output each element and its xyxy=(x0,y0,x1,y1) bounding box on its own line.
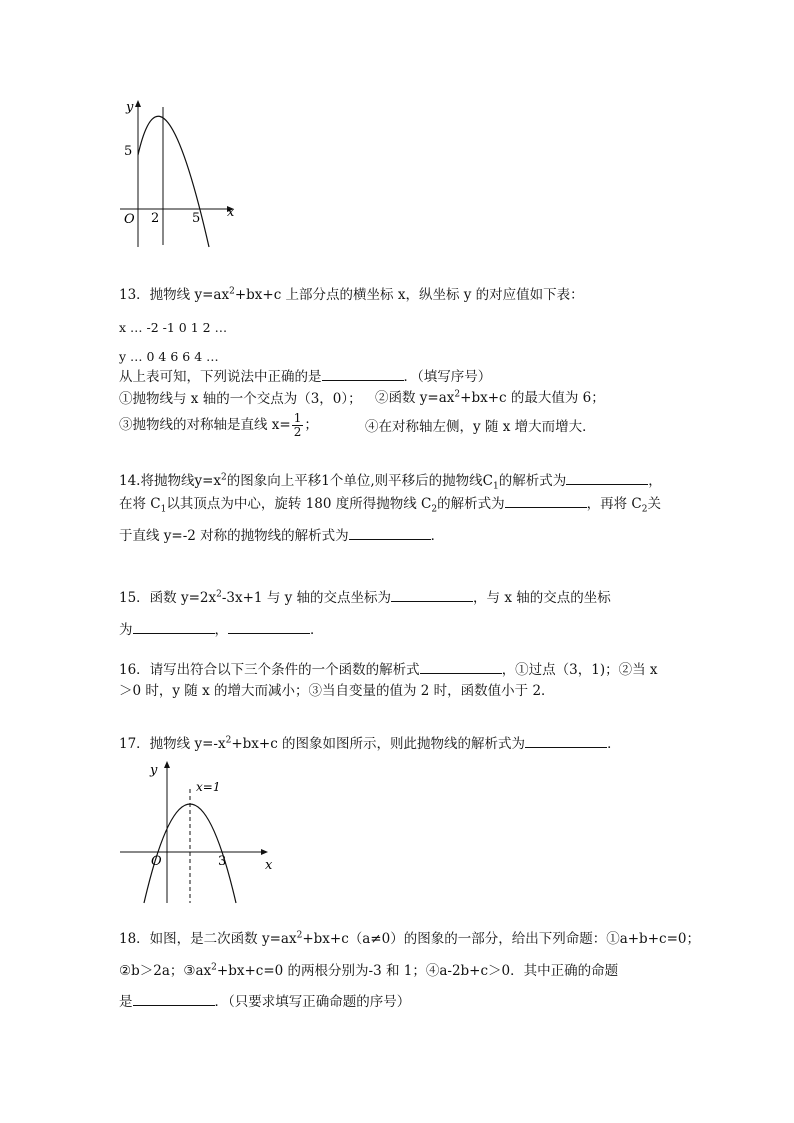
q13-line1 xyxy=(119,287,584,303)
sup: 2 xyxy=(216,589,222,600)
sup: 2 xyxy=(221,472,227,483)
sup: 2 xyxy=(229,286,235,297)
q14-line1-pre: 14.将抛物线y=x xyxy=(119,473,222,489)
q14-line2-mid3: ，再将 C xyxy=(586,496,642,512)
q16-line2: ＞0 时，y 随 x 的增大而减小；③当自变量的值为 2 时，函数值小于 2． xyxy=(119,683,555,699)
sup: 2 xyxy=(454,389,461,400)
sub: 2 xyxy=(641,504,648,515)
q16-line1-pre: 16．请写出符合以下三个条件的一个函数的解析式 xyxy=(119,662,420,678)
q13-option-3-pre: ③抛物线的对称轴是直线 x= xyxy=(119,417,291,434)
symmetry-axis-label: x=1 xyxy=(196,780,221,794)
q13-option-2-pre: ②函数 y=ax xyxy=(375,390,455,406)
q14-line1 xyxy=(119,472,662,492)
fraction-denominator: 2 xyxy=(293,425,302,440)
q14-line2-mid2: 的解析式为 xyxy=(437,496,505,512)
sub: 1 xyxy=(160,504,167,515)
answer-blank[interactable] xyxy=(133,621,215,634)
q15-line2-post: ． xyxy=(310,622,324,638)
q13-line1-pre: 13．抛物线 y=ax xyxy=(119,287,230,303)
fraction-one-half xyxy=(292,412,304,439)
y-axis-label: y xyxy=(150,763,158,778)
answer-blank[interactable] xyxy=(349,527,431,540)
q16-line1 xyxy=(119,661,658,678)
answer-blank[interactable] xyxy=(505,495,587,508)
answer-blank[interactable] xyxy=(228,621,310,634)
q14-line1-post: 的解析式为 xyxy=(498,473,567,489)
sub: 2 xyxy=(431,504,438,515)
answer-blank[interactable] xyxy=(133,993,215,1006)
x-axis-label: x xyxy=(265,858,273,873)
q17-line1-mid: +bx+c 的图象如图所示，则此抛物线的解析式为 xyxy=(231,736,526,752)
q16-line1-post: ，①过点（3，1)；②当 x xyxy=(501,662,658,678)
q15-line1-mid: -3x+1 与 y 轴的交点坐标为 xyxy=(221,590,392,606)
fraction-numerator: 1 xyxy=(293,411,302,425)
x-tick-label-2: 2 xyxy=(151,211,160,226)
q15-line1 xyxy=(119,589,611,606)
q13-question-post: ．（填写序号） xyxy=(403,369,492,385)
q18-line3-pre: 是 xyxy=(119,994,133,1010)
q13-option-3 xyxy=(119,412,318,439)
q14-line2-mid: 以其顶点为中心，旋转 180 度所得抛物线 C xyxy=(166,496,432,512)
y-axis-label: y xyxy=(126,100,134,115)
answer-blank[interactable] xyxy=(322,368,404,381)
q14-line3 xyxy=(119,527,444,544)
q14-line1-mid: 的图象向上平移1个单位,则平移后的抛物线C xyxy=(226,473,493,489)
y-axis-arrow xyxy=(135,100,141,107)
q18-line2 xyxy=(119,963,618,979)
answer-blank[interactable] xyxy=(525,735,607,748)
q14-line3-post: ． xyxy=(430,528,445,544)
origin-label: O xyxy=(151,854,162,869)
x-tick-label-5: 5 xyxy=(192,211,201,226)
q13-line1-post: +bx+c 上部分点的横坐标 x，纵坐标 y 的对应值如下表： xyxy=(234,287,584,303)
q18-line2-post: +bx+c=0 的两根分别为-3 和 1；④a-2b+c＞0．其中正确的命题 xyxy=(216,963,619,979)
q18-line3 xyxy=(119,993,410,1010)
x-axis-arrow xyxy=(261,849,268,855)
q15-line2-mid: ， xyxy=(214,622,228,638)
sup: 2 xyxy=(211,962,217,973)
q18-line1-post: +bx+c（a≠0）的图象的一部分，给出下列命题：①a+b+c=0； xyxy=(302,931,700,947)
sup: 2 xyxy=(225,735,232,746)
q17-line1-post: ． xyxy=(607,736,621,752)
q14-line3-pre: 于直线 y=-2 对称的抛物线的解析式为 xyxy=(119,528,349,544)
q13-option-1: ①抛物线与 x 轴的一个交点为（3，0）； xyxy=(119,391,362,407)
q13-option-2-post: +bx+c 的最大值为 6； xyxy=(460,390,605,406)
q15-line1-post: ，与 x 轴的交点的坐标 xyxy=(473,590,611,606)
q13-question-pre: 从上表可知，下列说法中正确的是 xyxy=(119,369,322,385)
x-tick-label-3: 3 xyxy=(218,854,227,869)
q15-line1-pre: 15．函数 y=2x xyxy=(119,590,217,606)
parabola-graph-1 xyxy=(110,95,250,255)
parabola-curve-1 xyxy=(138,116,209,247)
origin-label: O xyxy=(124,212,135,227)
q15-line2 xyxy=(119,621,324,638)
y-tick-label: 5 xyxy=(124,144,133,159)
sub: 1 xyxy=(492,481,499,492)
x-axis-label: x xyxy=(227,205,235,220)
parabola-graph-2 xyxy=(115,755,280,910)
q18-line3-post: ．（只要求填写正确命题的序号） xyxy=(214,994,411,1010)
q13-option-4: ④在对称轴左侧，y 随 x 增大而增大． xyxy=(365,419,596,435)
q14-line2-pre: 在将 C xyxy=(119,496,161,512)
q18-line1-pre: 18．如图，是二次函数 y=ax xyxy=(119,931,297,947)
answer-blank[interactable] xyxy=(391,589,473,602)
q14-line1-end: ， xyxy=(648,473,662,489)
q13-option-2 xyxy=(375,390,605,406)
q17-line1 xyxy=(119,735,621,752)
q18-line1 xyxy=(119,931,700,947)
q14-line2-post: 关 xyxy=(647,496,661,512)
q13-question xyxy=(119,368,491,385)
q18-line2-pre: ②b＞2a；③ax xyxy=(119,963,212,979)
sup: 2 xyxy=(296,930,303,941)
answer-blank[interactable] xyxy=(420,661,502,674)
q13-y-row: y … 0 4 6 6 4 … xyxy=(119,349,219,364)
answer-blank[interactable] xyxy=(566,472,648,485)
y-axis-arrow xyxy=(164,761,170,768)
q13-x-row: x … -2 -1 0 1 2 … xyxy=(119,320,228,335)
q13-option-3-post: ； xyxy=(304,417,318,434)
q17-line1-pre: 17．抛物线 y=-x xyxy=(119,736,226,752)
q14-line2 xyxy=(119,495,661,515)
q15-line2-pre: 为 xyxy=(119,622,133,638)
